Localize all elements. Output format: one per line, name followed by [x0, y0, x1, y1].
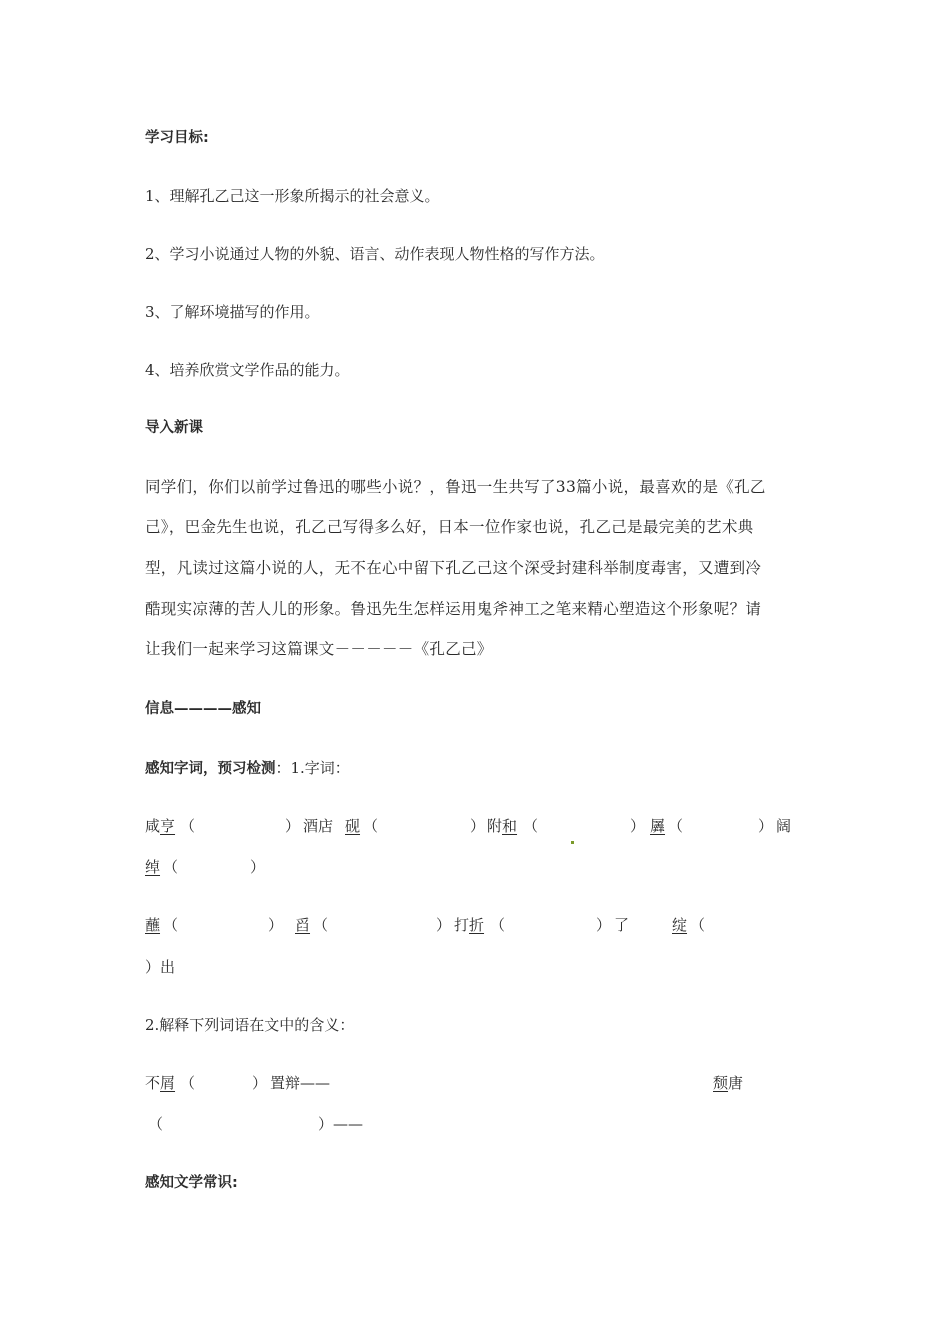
vocab-text: 了 — [614, 916, 630, 934]
objectives-heading: 学习目标: — [145, 130, 209, 146]
answer-blank-close: ） — [268, 916, 284, 934]
vocab-word: 舀 — [295, 916, 311, 934]
answer-blank-close: ）—— — [318, 1115, 364, 1133]
answer-blank-open[interactable]: （ — [148, 1115, 164, 1133]
meaning-word: 颓唐 — [713, 1074, 744, 1092]
answer-blank-open[interactable]: （ — [363, 817, 379, 835]
intro-heading: 导入新课 — [145, 420, 203, 436]
meaning-word: 置辩—— — [270, 1074, 331, 1092]
vocab-word: 绽 — [672, 916, 688, 934]
stray-dot — [571, 829, 574, 849]
answer-blank-close: ） — [252, 1074, 268, 1092]
objective-item: 4、培养欣赏文学作品的能力。 — [145, 361, 350, 379]
vocab-word: 蘸 — [145, 916, 161, 934]
answer-blank-open[interactable]: （ — [313, 916, 329, 934]
answer-blank-open[interactable]: （ — [163, 916, 179, 934]
literature-heading: 感知文学常识: — [145, 1175, 238, 1191]
answer-blank-close: ） — [596, 916, 612, 934]
vocab-text: 酒店 — [303, 817, 334, 835]
vocab-word: 羼 — [650, 817, 666, 835]
intro-paragraph-line: 己》，巴金先生也说，孔乙己写得多么好，日本一位作家也说，孔乙己是最完美的艺术典 — [145, 518, 754, 536]
vocab-heading — [145, 758, 350, 779]
answer-blank-close: ） — [436, 916, 452, 934]
intro-paragraph-line: 型，凡读过这篇小说的人，无不在心中留下孔乙己这个深受封建科举制度毒害，又遭到冷 — [145, 559, 762, 577]
vocab-word: 绰 — [145, 858, 161, 876]
intro-paragraph-line: 同学们，你们以前学过鲁迅的哪些小说？，鲁迅一生共写了33篇小说，最喜欢的是《孔乙 — [145, 478, 766, 496]
answer-blank-close: ） — [758, 817, 774, 835]
objective-item: 1、理解孔乙己这一形象所揭示的社会意义。 — [145, 187, 440, 205]
answer-blank-close: ） — [630, 817, 646, 835]
objective-item: 2、学习小说通过人物的外貌、语言、动作表现人物性格的写作方法。 — [145, 245, 605, 263]
objective-item: 3、了解环境描写的作用。 — [145, 303, 320, 321]
vocab-row-continuation: ）出 — [145, 958, 176, 976]
vocab-text: 阔 — [776, 817, 792, 835]
answer-blank-close: ） — [470, 817, 486, 835]
intro-paragraph-line: 让我们一起来学习这篇课文－－－－－《孔乙己》 — [145, 640, 493, 658]
vocab-word: 附和 — [487, 817, 518, 835]
answer-blank-open[interactable]: （ — [163, 858, 179, 876]
intro-paragraph-line: 酷现实凉薄的苦人儿的形象。鲁迅先生怎样运用鬼斧神工之笔来精心塑造这个形象呢？请 — [145, 600, 762, 618]
answer-blank-open[interactable]: （ — [690, 916, 706, 934]
answer-blank-open[interactable]: （ — [180, 1074, 196, 1092]
answer-blank-open[interactable]: （ — [668, 817, 684, 835]
section-heading: 信息————感知 — [145, 701, 261, 717]
answer-blank-close: ） — [250, 858, 266, 876]
meaning-word: 不屑 — [145, 1074, 176, 1092]
answer-blank-open[interactable]: （ — [523, 817, 539, 835]
vocab-heading-rest: ：1.字词： — [275, 759, 350, 777]
vocab-word: 砚 — [345, 817, 361, 835]
answer-blank-open[interactable]: （ — [490, 916, 506, 934]
meanings-heading: 2.解释下列词语在文中的含义： — [145, 1016, 355, 1034]
answer-blank-close: ） — [285, 817, 301, 835]
vocab-heading-bold: 感知字词，预习检测 — [145, 761, 276, 777]
vocab-word: 打折 — [454, 916, 485, 934]
vocab-word: 咸亨 — [145, 817, 176, 835]
answer-blank-open[interactable]: （ — [180, 817, 196, 835]
